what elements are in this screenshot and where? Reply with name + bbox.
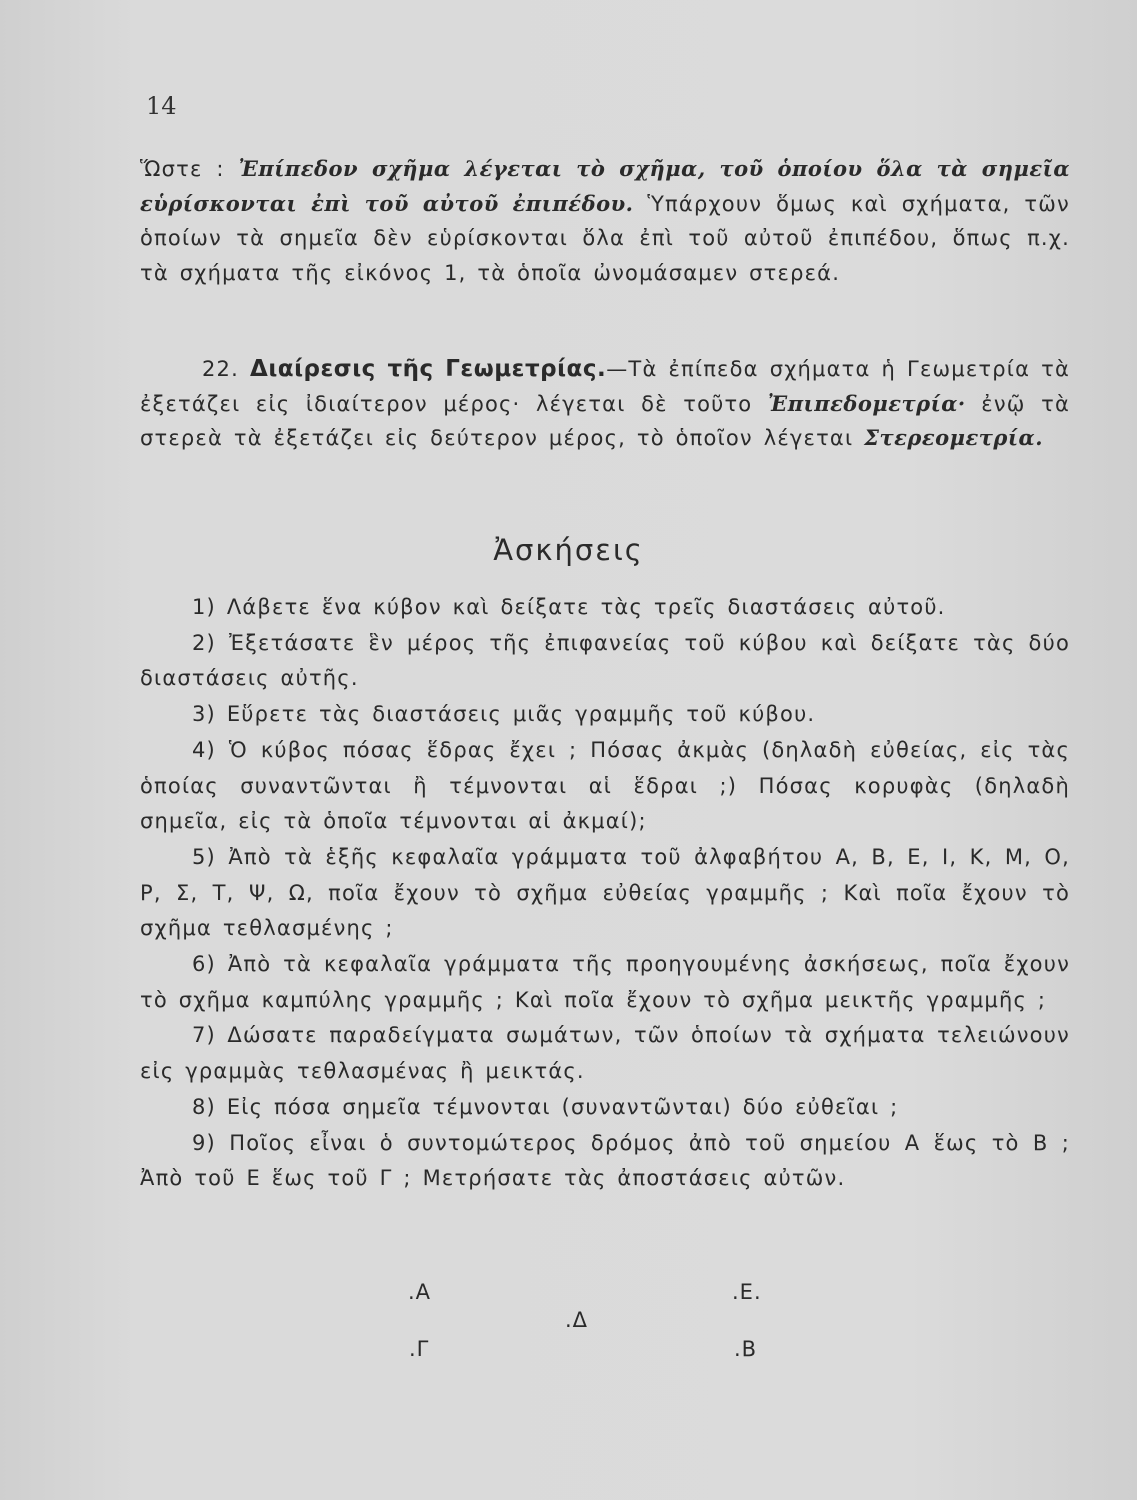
exercise-item: 3) Εὕρετε τὰς διαστάσεις μιᾶς γραμμῆς τοῦ κύβου. [192, 702, 816, 727]
section-number: 22. [202, 357, 251, 381]
point-gamma-label: .Γ [409, 1337, 430, 1361]
term-planimetry: Ἐπιπεδομετρία· [767, 390, 966, 416]
exercise-item: 4) Ὁ κύβος πόσας ἕδρας ἔχει ; Πόσας ἀκμὰς (δηλαδὴ εὐθείας, εἰς τὰς ὁποίας συναντῶνται ἢ τέμνονται αἱ ἕδραι ;) Πόσας κορυφὰς (δηλαδὴ σημεῖα, εἰς τὰ ὁποῖα τέμνονται αἱ ἀκμαί); [140, 737, 1070, 834]
point-e-label: .Ε. [732, 1280, 762, 1304]
section-text-2: ἐνῷ τὰ στερεὰ τὰ ἐξετάζει εἰς δεύτερον μέρος, τὸ ὁποῖον λέγεται [140, 391, 1071, 450]
paragraph-plane-figure [140, 152, 1070, 290]
point-b-label: .Β [734, 1337, 758, 1361]
page-number: 14 [146, 92, 177, 120]
section-title: Διαίρεσις τῆς Γεωμετρίας. [250, 356, 607, 382]
exercise-item: 8) Εἰς πόσα σημεῖα τέμνονται (συναντῶνται) δύο εὐθεῖαι ; [192, 1094, 899, 1119]
exercise-item: 7) Δώσατε παραδείγματα σωμάτων, τῶν ὁποίων τὰ σχήματα τελειώνουν εἰς γραμμὰς τεθλασμένας ἢ μεικτάς. [140, 1023, 1070, 1084]
paragraph-division-geometry [140, 352, 1070, 456]
paragraph-lead: Ὥστε : [140, 157, 239, 181]
point-delta-label: .Δ [565, 1308, 589, 1332]
exercise-item: 2) Ἐξετάσατε ἓν μέρος τῆς ἐπιφανείας τοῦ κύβου καὶ δείξατε τὰς δύο διαστάσεις αὐτῆς. [140, 630, 1070, 691]
exercise-item: 6) Ἀπὸ τὰ κεφαλαῖα γράμματα τῆς προηγουμένης ἀσκήσεως, ποῖα ἔχουν τὸ σχῆμα καμπύλης γραμμῆς ; Καὶ ποῖα ἔχουν τὸ σχῆμα μεικτῆς γραμμῆς ; [140, 952, 1070, 1012]
exercise-item: 1) Λάβετε ἕνα κύβον καὶ δείξατε τὰς τρεῖς διαστάσεις αὐτοῦ. [192, 595, 946, 619]
definition-plane-figure: Ἐπίπεδον σχῆμα λέγεται τὸ σχῆμα, τοῦ ὁποίου ὅλα τὰ σημεῖα εὑρίσκονται ἐπὶ τοῦ αὐτοῦ ἐπιπέδου. [140, 156, 1070, 216]
exercise-list [140, 590, 1070, 1197]
exercise-item: 9) Ποῖος εἶναι ὁ συντομώτερος δρόμος ἀπὸ τοῦ σημείου Α ἕως τὸ Β ; Ἀπὸ τοῦ Ε ἕως τοῦ Γ ; Μετρήσατε τὰς ἀποστάσεις αὐτῶν. [140, 1130, 1070, 1191]
term-stereometry: Στερεομετρία. [864, 425, 1044, 450]
point-a-label: .Α [408, 1280, 432, 1304]
paragraph-rest: Ὑπάρχουν ὅμως καὶ σχήματα, τῶν ὁποίων τὰ σημεῖα δὲν εὑρίσκονται ὅλα ἐπὶ τοῦ αὐτοῦ ἐπιπέδου, ὅπως π.χ. τὰ σχήματα τῆς εἰκόνος 1, τὰ ὁποῖα ὠνομάσαμεν στερεά. [140, 191, 1070, 285]
exercise-item: 5) Ἀπὸ τὰ ἑξῆς κεφαλαῖα γράμματα τοῦ ἀλφαβήτου Α, Β, Ε, Ι, Κ, Μ, Ο, Ρ, Σ, Τ, Ψ, Ω, ποῖα ἔχουν τὸ σχῆμα εὐθείας γραμμῆς ; Καὶ ποῖα ἔχουν τὸ σχῆμα τεθλασμένης ; [140, 844, 1070, 941]
section-text-1: —Τὰ ἐπίπεδα σχήματα ἡ Γεωμετρία τὰ ἐξετάζει εἰς ἰδιαίτερον μέρος· λέγεται δὲ τοῦτο [140, 357, 1071, 416]
exercises-heading: Ἀσκήσεις [493, 533, 644, 567]
